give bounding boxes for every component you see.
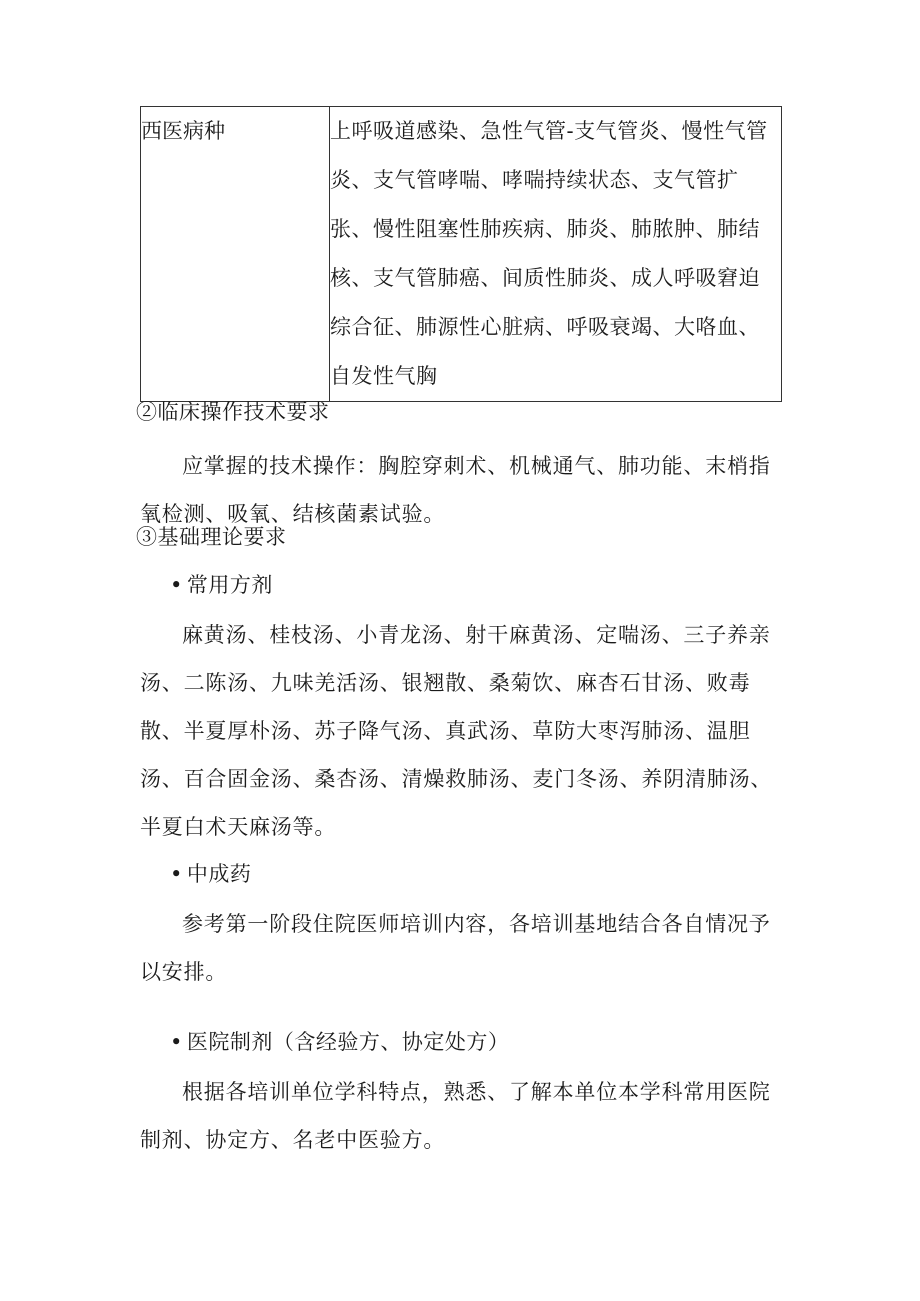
- hospital-title: 医院制剂（含经验方、协定处方）: [186, 1030, 510, 1054]
- hospital-subheading: [170, 1028, 509, 1056]
- section2-body: 应掌握的技术操作：胸腔穿刺术、机械通气、肺功能、末梢指氧检测、吸氧、结核菌素试验。: [140, 454, 771, 526]
- section3-heading: ③基础理论要求: [136, 525, 287, 549]
- patent-body: 参考第一阶段住院医师培训内容，各培训基地结合各自情况予以安排。: [140, 912, 771, 984]
- bullet-icon: •: [170, 573, 183, 597]
- bullet-icon: •: [170, 862, 183, 886]
- hospital-body: 根据各培训单位学科特点，熟悉、了解本单位本学科常用医院制剂、协定方、名老中医验方。: [140, 1080, 771, 1152]
- formulas-title: 常用方剂: [186, 573, 273, 597]
- table-label-cell: 西医病种: [141, 107, 330, 402]
- patent-subheading: [170, 860, 251, 888]
- table-content-cell: 上呼吸道感染、急性气管-支气管炎、慢性气管炎、支气管哮喘、哮喘持续状态、支气管扩张、慢性阻塞性肺疾病、肺炎、肺脓肿、肺结核、支气管肺癌、间质性肺炎、成人呼吸窘迫综合征、肺源性心脏病、呼吸衰竭、大咯血、自发性气胸: [330, 107, 782, 402]
- patent-title: 中成药: [186, 862, 252, 886]
- section2-heading: ②临床操作技术要求: [136, 400, 330, 424]
- bullet-icon: •: [170, 1030, 183, 1054]
- disease-table: [140, 106, 782, 402]
- formulas-body: 麻黄汤、桂枝汤、小青龙汤、射干麻黄汤、定喘汤、三子养亲汤、二陈汤、九味羌活汤、银翘散、桑菊饮、麻杏石甘汤、败毒散、半夏厚朴汤、苏子降气汤、真武汤、草防大枣泻肺汤、温胆汤、百合固金汤、桑杏汤、清燥救肺汤、麦门冬汤、养阴清肺汤、半夏白术天麻汤等。: [140, 623, 773, 839]
- table-row: [141, 107, 782, 402]
- formulas-subheading: [170, 571, 273, 599]
